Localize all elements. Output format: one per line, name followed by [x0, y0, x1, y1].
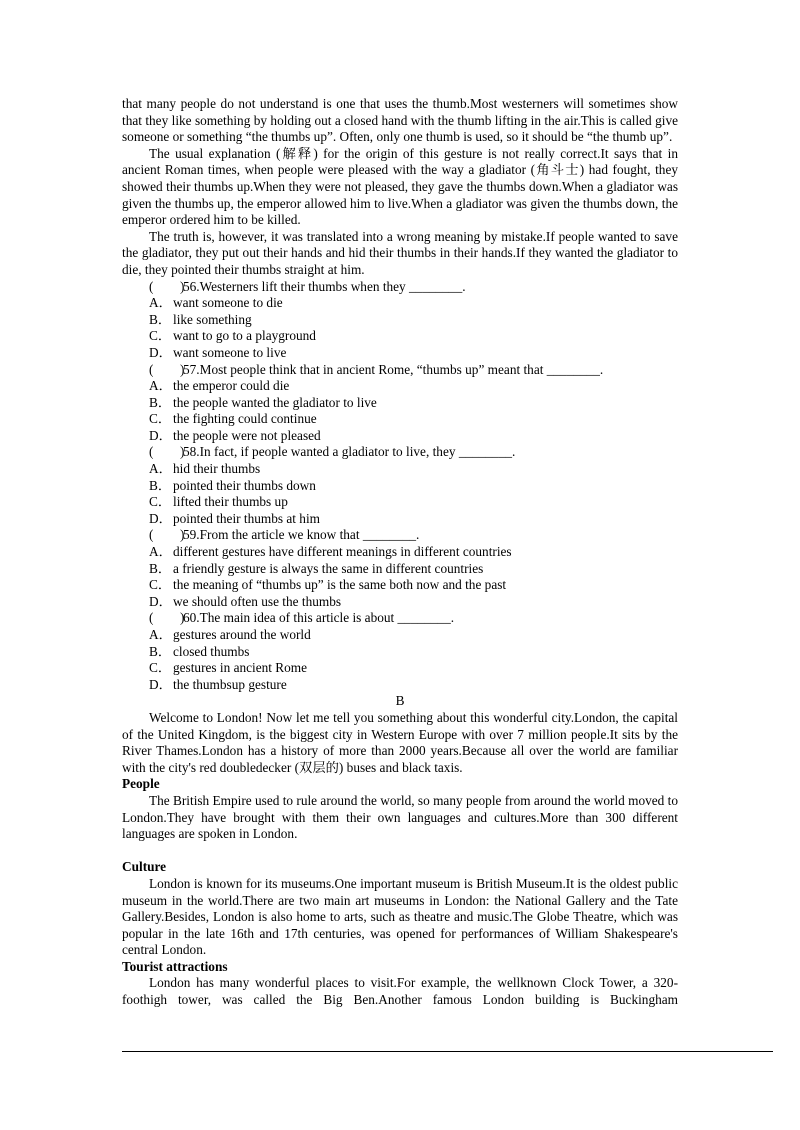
option-letter: C． [149, 577, 172, 593]
answer-option [122, 494, 678, 511]
attractions-paragraph: London has many wonderful places to visit.For example, the wellknown Clock Tower, a 320-foothigh tower, was called the Big Ben.Another famous London building is Buckingham [122, 975, 678, 1008]
answer-option [122, 295, 678, 312]
option-text: closed thumbs [173, 643, 250, 659]
option-text: the emperor could die [173, 378, 290, 394]
option-text: like something [173, 311, 252, 327]
answer-option [122, 677, 678, 694]
document-page [122, 96, 678, 1009]
option-letter: B． [149, 477, 172, 493]
answer-option [122, 544, 678, 561]
option-text: pointed their thumbs at him [173, 510, 320, 526]
answer-option [122, 461, 678, 478]
question-text: 56.Westerners lift their thumbs when they ________. [183, 278, 466, 294]
option-text: hid their thumbs [173, 461, 261, 477]
option-letter: C． [149, 411, 172, 427]
option-text: the fighting could continue [173, 411, 317, 427]
passage-a-paragraph-3: The truth is, however, it was translated into a wrong meaning by mistake.If people wanted to save the gladiator, they put out their hands and hid their thumbs in their hands.If they wanted the gladiator to die, they pointed their thumbs straight at him. [122, 228, 678, 277]
culture-heading: Culture [122, 859, 167, 875]
option-letter: A． [149, 627, 172, 642]
option-letter: A． [149, 461, 172, 477]
answer-option [122, 561, 678, 578]
answer-blank: ( ) [149, 444, 185, 460]
question-text: 59.From the article we know that ________. [183, 527, 420, 543]
culture-paragraph: London is known for its museums.One important museum is British Museum.It is the oldest public museum in the world.There are two main art museums in London: the National Gallery and the Tate Gallery.Besides, London is also home to arts, such as theatre and music.The Globe Theatre, which was popular in the late 16th and 17th centuries, was opened for performances of William Shakespeare's central London. [122, 875, 678, 958]
option-letter: B． [149, 560, 172, 576]
option-letter: C． [149, 494, 172, 510]
answer-blank: ( ) [149, 610, 185, 626]
option-letter: A． [149, 544, 172, 560]
question-stem [122, 527, 678, 544]
answer-option [122, 478, 678, 495]
answer-option [122, 644, 678, 661]
question-stem [122, 610, 678, 627]
people-paragraph: The British Empire used to rule around the world, so many people from around the world moved to London.They have brought with them their own languages and cultures.More than 300 different languages are spoken in London. [122, 792, 678, 842]
answer-option [122, 395, 678, 412]
option-letter: D． [149, 593, 172, 609]
question-stem [122, 444, 678, 461]
passage-b-intro: Welcome to London! Now let me tell you something about this wonderful city.London, the capital of the United Kingdom, is the biggest city in Western Europe with over 7 million people.It sits by the River Thames.London has a history of more than 2000 years.Because all over the world are familiar with the city's red doubledecker (双层的) buses and black taxis. [122, 709, 678, 775]
passage-b-label: B [395, 693, 405, 709]
option-text: a friendly gesture is always the same in different countries [173, 560, 484, 576]
option-text: want someone to die [173, 295, 283, 311]
section-spacer [122, 843, 678, 860]
option-letter: D． [149, 427, 172, 443]
option-text: lifted their thumbs up [173, 494, 288, 510]
option-letter: C． [149, 328, 172, 344]
question-stem [122, 362, 678, 379]
page-footer-rule [122, 1051, 773, 1052]
option-letter: D． [149, 510, 172, 526]
option-text: the people were not pleased [173, 427, 321, 443]
question-text: 58.In fact, if people wanted a gladiator to live, they ________. [183, 444, 516, 460]
answer-option [122, 627, 678, 644]
answer-option [122, 345, 678, 362]
option-text: want someone to live [173, 344, 287, 360]
option-letter: A． [149, 378, 172, 394]
option-text: gestures in ancient Rome [173, 660, 308, 676]
option-text: the people wanted the gladiator to live [173, 394, 377, 410]
answer-blank: ( ) [149, 527, 185, 543]
option-letter: B． [149, 643, 172, 659]
question-text: 57.Most people think that in ancient Rome, “thumbs up” meant that ________. [183, 361, 604, 377]
answer-option [122, 378, 678, 395]
option-text: want to go to a playground [173, 328, 316, 344]
answer-option [122, 594, 678, 611]
question-stem [122, 279, 678, 296]
option-letter: C． [149, 660, 172, 676]
passage-a-paragraph-2: The usual explanation (解释) for the origin of this gesture is not really correct.It says that in ancient Roman times, when people were pleased with the way a gladiator (角斗士) had fought, they showed their thumbs up.When they were not pleased, they gave the thumbs down.When a gladiator was given the thumbs up, the emperor allowed him to live.When a gladiator was given the thumbs down, the emperor ordered him to be killed. [122, 145, 678, 228]
option-letter: A． [149, 295, 172, 311]
passage-a-paragraph-1: that many people do not understand is one that uses the thumb.Most westerners will sometimes show that they like something by holding out a closed hand with the thumb lifting in the air.This is called give someone or something “the thumbs up”. Often, only one thumb is used, so it should be “the thumb up”. [122, 96, 678, 145]
answer-blank: ( ) [149, 361, 185, 377]
option-text: the meaning of “thumbs up” is the same both now and the past [173, 577, 507, 593]
answer-option [122, 660, 678, 677]
option-text: different gestures have different meanings in different countries [173, 544, 512, 560]
answer-option [122, 577, 678, 594]
option-letter: B． [149, 311, 172, 327]
people-heading: People [122, 776, 160, 792]
answer-option [122, 511, 678, 528]
question-text: 60.The main idea of this article is about ________. [183, 610, 455, 626]
answer-option [122, 428, 678, 445]
answer-option [122, 411, 678, 428]
answer-blank: ( ) [149, 278, 185, 294]
option-letter: D． [149, 676, 172, 692]
option-text: gestures around the world [173, 627, 311, 642]
option-text: pointed their thumbs down [173, 477, 316, 493]
answer-option [122, 328, 678, 345]
option-letter: B． [149, 394, 172, 410]
option-text: the thumbsup gesture [173, 676, 287, 692]
attractions-heading: Tourist attractions [122, 958, 228, 974]
answer-option [122, 312, 678, 329]
question-list [122, 279, 678, 694]
option-letter: D． [149, 344, 172, 360]
option-text: we should often use the thumbs [173, 593, 342, 609]
